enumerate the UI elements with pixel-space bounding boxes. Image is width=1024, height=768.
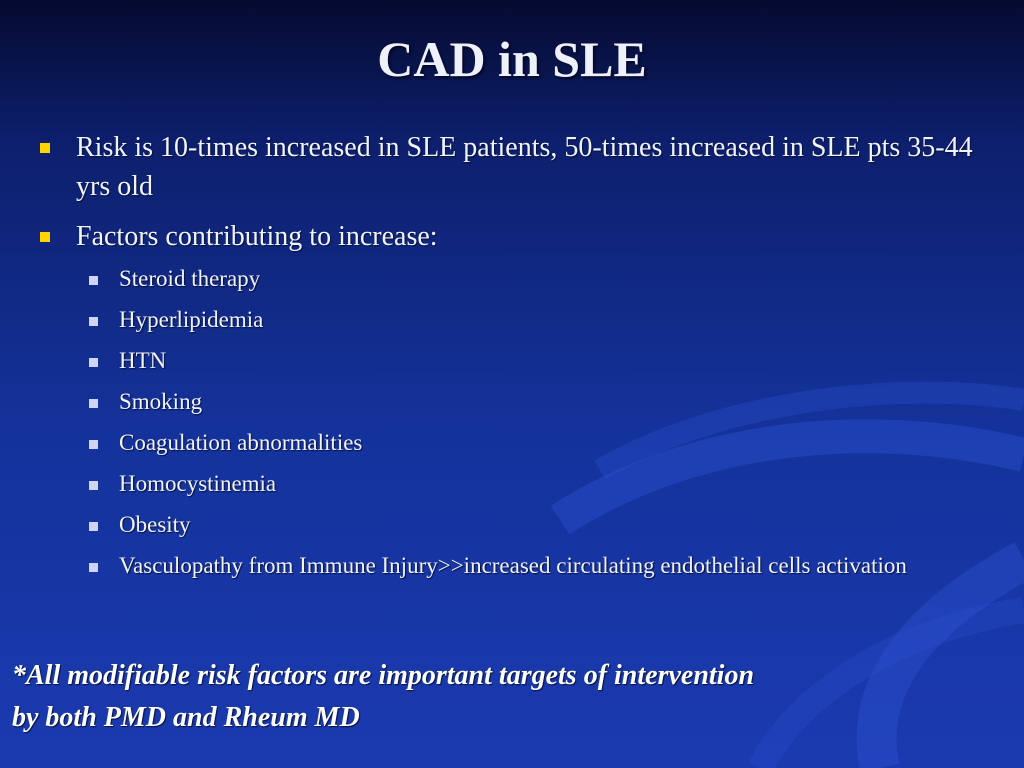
sub-bullet-text: Coagulation abnormalities: [119, 430, 363, 455]
square-bullet-icon: [40, 232, 50, 242]
square-bullet-icon: [89, 399, 98, 408]
sub-bullet-text: Homocystinemia: [119, 471, 277, 496]
sub-bullet-text: Obesity: [119, 512, 191, 537]
square-bullet-icon: [89, 317, 98, 326]
sub-bullet-text: Smoking: [119, 389, 203, 414]
sub-bullet-hyperlipidemia: [82, 303, 982, 336]
sub-bullet-htn: [82, 344, 982, 377]
footnote-line-1: *All modifiable risk factors are important targets of intervention: [12, 660, 755, 691]
sub-bullet-coagulation: [82, 426, 982, 459]
sub-bullet-steroid-therapy: [82, 262, 982, 295]
sub-bullet-vasculopathy: [82, 549, 982, 582]
bullet-text: Factors contributing to increase:: [76, 221, 438, 252]
square-bullet-icon: [89, 358, 98, 367]
square-bullet-icon: [89, 522, 98, 531]
square-bullet-icon: [89, 276, 98, 285]
square-bullet-icon: [89, 481, 98, 490]
sub-bullet-text: Steroid therapy: [119, 266, 261, 291]
footnote-line-2: by both PMD and Rheum MD: [12, 702, 360, 733]
sub-bullet-smoking: [82, 385, 982, 418]
factor-sub-list: [82, 262, 982, 590]
sub-bullet-text: Vasculopathy from Immune Injury>>increased circulating endothelial cells activation: [119, 553, 907, 578]
sub-bullet-obesity: [82, 508, 982, 541]
footnote: [12, 655, 972, 739]
square-bullet-icon: [89, 563, 98, 572]
slide-title: CAD in SLE: [377, 31, 647, 87]
bullet-risk-increase: [36, 128, 996, 206]
bullet-text: Risk is 10-times increased in SLE patients, 50-times increased in SLE pts 35-44 yrs old: [76, 132, 973, 202]
square-bullet-icon: [89, 440, 98, 449]
sub-bullet-text: HTN: [119, 348, 167, 373]
main-bullet-list: [36, 128, 996, 267]
sub-bullet-homocystinemia: [82, 467, 982, 500]
sub-bullet-text: Hyperlipidemia: [119, 307, 264, 332]
square-bullet-icon: [40, 143, 50, 153]
bullet-contributing-factors: [36, 217, 996, 256]
